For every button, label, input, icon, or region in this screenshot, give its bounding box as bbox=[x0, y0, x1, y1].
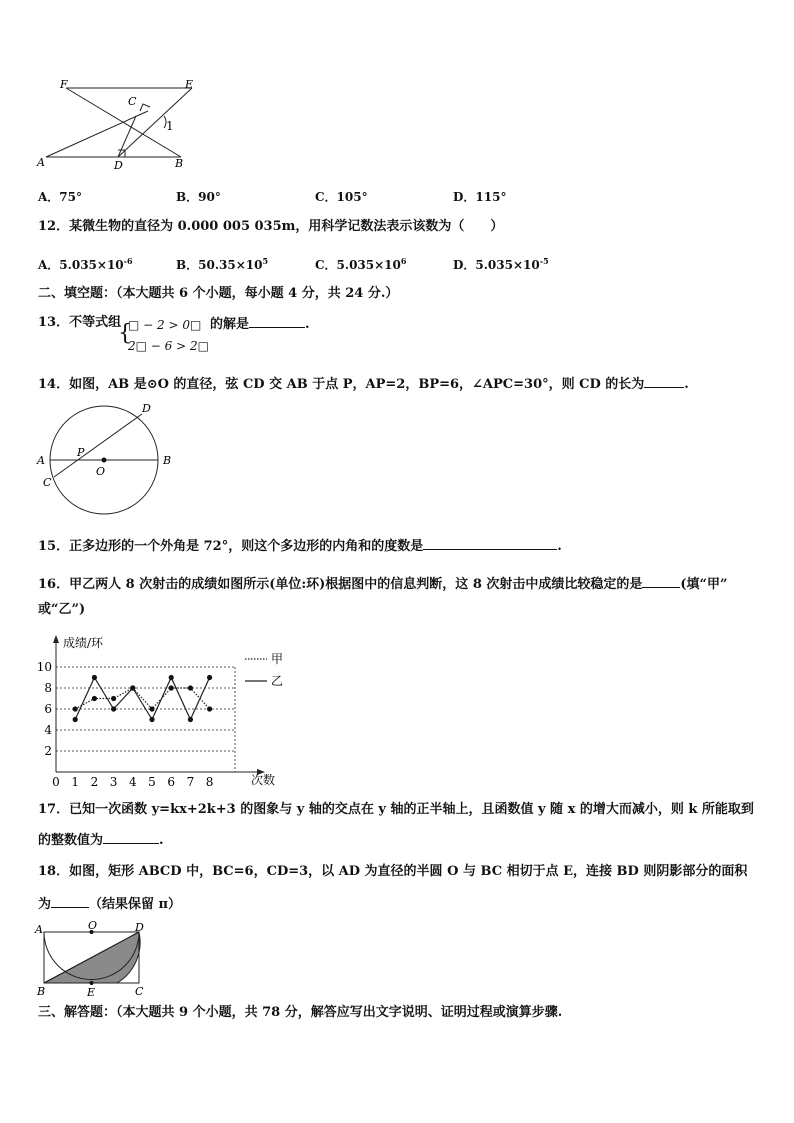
label-A: A bbox=[37, 156, 45, 169]
x-tick-label-1: 1 bbox=[71, 775, 80, 789]
line-FB bbox=[66, 88, 181, 157]
q13-inequality-1: □ − 2 > 0□ bbox=[128, 318, 202, 332]
q13-prefix: 13．不等式组 bbox=[38, 315, 122, 330]
q11-option-b: B．90° bbox=[176, 190, 221, 204]
q18-line-1: 18．如图，矩形 ABCD 中，BC=6，CD=3，以 AD 为直径的半圆 O 与 BC 相切于点 E，连接 BD 则阴影部分的面积 bbox=[38, 864, 748, 879]
x-tick-label-8: 8 bbox=[205, 775, 214, 789]
y-tick-label-4: 4 bbox=[44, 723, 52, 737]
q13-answer-blank bbox=[249, 315, 305, 328]
label-1: 1 bbox=[166, 119, 174, 133]
q12-option-d: D．$5.035\times 10^{-5}$ bbox=[453, 256, 549, 272]
x-tick-label-7: 7 bbox=[186, 775, 195, 789]
q12-stem: 12．某微生物的直径为 0.000 005 035m，用科学记数法表示该数为（ ） bbox=[38, 219, 504, 234]
series-point-甲-3 bbox=[111, 696, 116, 701]
series-point-乙-2 bbox=[92, 675, 97, 680]
label-A: A bbox=[37, 454, 45, 467]
x-tick-label-6: 6 bbox=[167, 775, 176, 789]
label-P: P bbox=[77, 446, 85, 459]
q13-inequality-2: 2□ − 6 > 2□ bbox=[128, 339, 209, 353]
series-point-乙-5 bbox=[149, 717, 154, 722]
x-axis-label: 次数 bbox=[251, 773, 276, 787]
series-point-甲-1 bbox=[73, 706, 78, 711]
q16-line-1: 16．甲乙两人 8 次射击的成绩如图所示(单位:环)根据图中的信息判断，这 8 次射击中成绩比较稳定的是 (填“甲” bbox=[38, 577, 728, 592]
series-point-甲-2 bbox=[92, 696, 97, 701]
label-C: C bbox=[128, 95, 137, 108]
q16-line-2: 或“乙”) bbox=[38, 602, 86, 617]
q17-line-2: 的整数值为 . bbox=[38, 833, 164, 848]
q15-answer-blank bbox=[423, 537, 557, 550]
q11-option-c: C．105° bbox=[315, 190, 368, 204]
q12-option-c: C．$5.035\times 10^6$ bbox=[315, 256, 407, 272]
section3-heading: 三、解答题：（本大题共 9 个小题，共 78 分，解答应写出文字说明、证明过程或演算步骤. bbox=[38, 1005, 563, 1020]
series-point-乙-8 bbox=[207, 675, 212, 680]
series-point-甲-7 bbox=[188, 685, 193, 690]
y-tick-label-6: 6 bbox=[44, 702, 52, 716]
label-B: B bbox=[163, 454, 172, 467]
label-C: C bbox=[135, 985, 144, 998]
label-O: O bbox=[96, 465, 106, 478]
series-point-甲-6 bbox=[169, 685, 174, 690]
series-point-乙-4 bbox=[130, 685, 135, 690]
label-A: A bbox=[35, 923, 43, 936]
q16-score-chart bbox=[30, 630, 300, 790]
series-point-乙-1 bbox=[73, 717, 78, 722]
line-DC bbox=[118, 116, 136, 157]
label-D: D bbox=[114, 159, 123, 172]
q12-option-a: A．$5.035\times 10^{-6}$ bbox=[38, 256, 133, 272]
label-D: D bbox=[135, 921, 144, 934]
q11-option-d: D．115° bbox=[453, 190, 507, 204]
x-tick-label-5: 5 bbox=[148, 775, 156, 789]
q14-circle-figure bbox=[34, 398, 184, 516]
tangent-point-E bbox=[90, 981, 94, 985]
line-AC bbox=[46, 111, 148, 157]
legend-label-yi: 乙 bbox=[271, 674, 284, 688]
series-point-乙-3 bbox=[111, 706, 116, 711]
series-point-甲-5 bbox=[149, 706, 154, 711]
label-E: E bbox=[185, 78, 194, 91]
section2-heading: 二、填空题：（本大题共 6 个小题，每小题 4 分，共 24 分.） bbox=[38, 286, 399, 301]
label-B: B bbox=[37, 985, 46, 998]
x-tick-label-2: 2 bbox=[90, 775, 99, 789]
right-angle-C bbox=[140, 104, 150, 111]
q11-figure bbox=[30, 78, 230, 173]
label-E: E bbox=[87, 986, 96, 998]
label-B: B bbox=[175, 157, 184, 170]
y-tick-label-10: 10 bbox=[36, 660, 52, 674]
q14-answer-blank bbox=[644, 375, 684, 388]
q14-stem: 14．如图，AB 是⊙O 的直径，弦 CD 交 AB 于点 P，AP=2，BP=6，∠APC=30°，则 CD 的长为 . bbox=[38, 377, 689, 392]
y-axis-label: 成绩/环 bbox=[63, 636, 104, 650]
q17-line-1: 17．已知一次函数 y=kx+2k+3 的图象与 y 轴的交点在 y 轴的正半轴上，且函数值 y 随 x 的增大而减小，则 k 所能取到 bbox=[38, 802, 754, 817]
x-tick-label-4: 4 bbox=[128, 775, 137, 789]
q15-stem: 15．正多边形的一个外角是 72°，则这个多边形的内角和的度数是 . bbox=[38, 539, 562, 554]
label-C: C bbox=[43, 476, 52, 489]
label-F: F bbox=[60, 78, 68, 91]
q13-brace: { bbox=[118, 321, 132, 346]
y-tick-label-2: 2 bbox=[44, 744, 52, 758]
q18-answer-blank bbox=[51, 895, 89, 908]
label-O: O bbox=[88, 920, 98, 932]
x-tick-label-0: 0 bbox=[52, 775, 60, 789]
label-D: D bbox=[142, 402, 151, 415]
y-tick-label-8: 8 bbox=[44, 681, 52, 695]
series-point-乙-6 bbox=[169, 675, 174, 680]
q13-suffix: 的解是 . bbox=[210, 317, 310, 332]
q18-rectangle-figure bbox=[32, 920, 162, 998]
x-tick-label-3: 3 bbox=[109, 775, 118, 789]
q11-option-a: A．75° bbox=[38, 190, 83, 204]
q17-answer-blank bbox=[103, 831, 159, 844]
center-point bbox=[102, 458, 107, 463]
legend-label-jia: 甲 bbox=[271, 652, 284, 666]
y-axis-arrow bbox=[53, 635, 59, 643]
q12-option-b: B．$50.35\times 10^5$ bbox=[176, 256, 269, 272]
q18-line-2: 为 （结果保留 π） bbox=[38, 897, 182, 912]
q16-answer-blank bbox=[642, 575, 680, 588]
series-point-甲-8 bbox=[207, 706, 212, 711]
series-point-乙-7 bbox=[188, 717, 193, 722]
